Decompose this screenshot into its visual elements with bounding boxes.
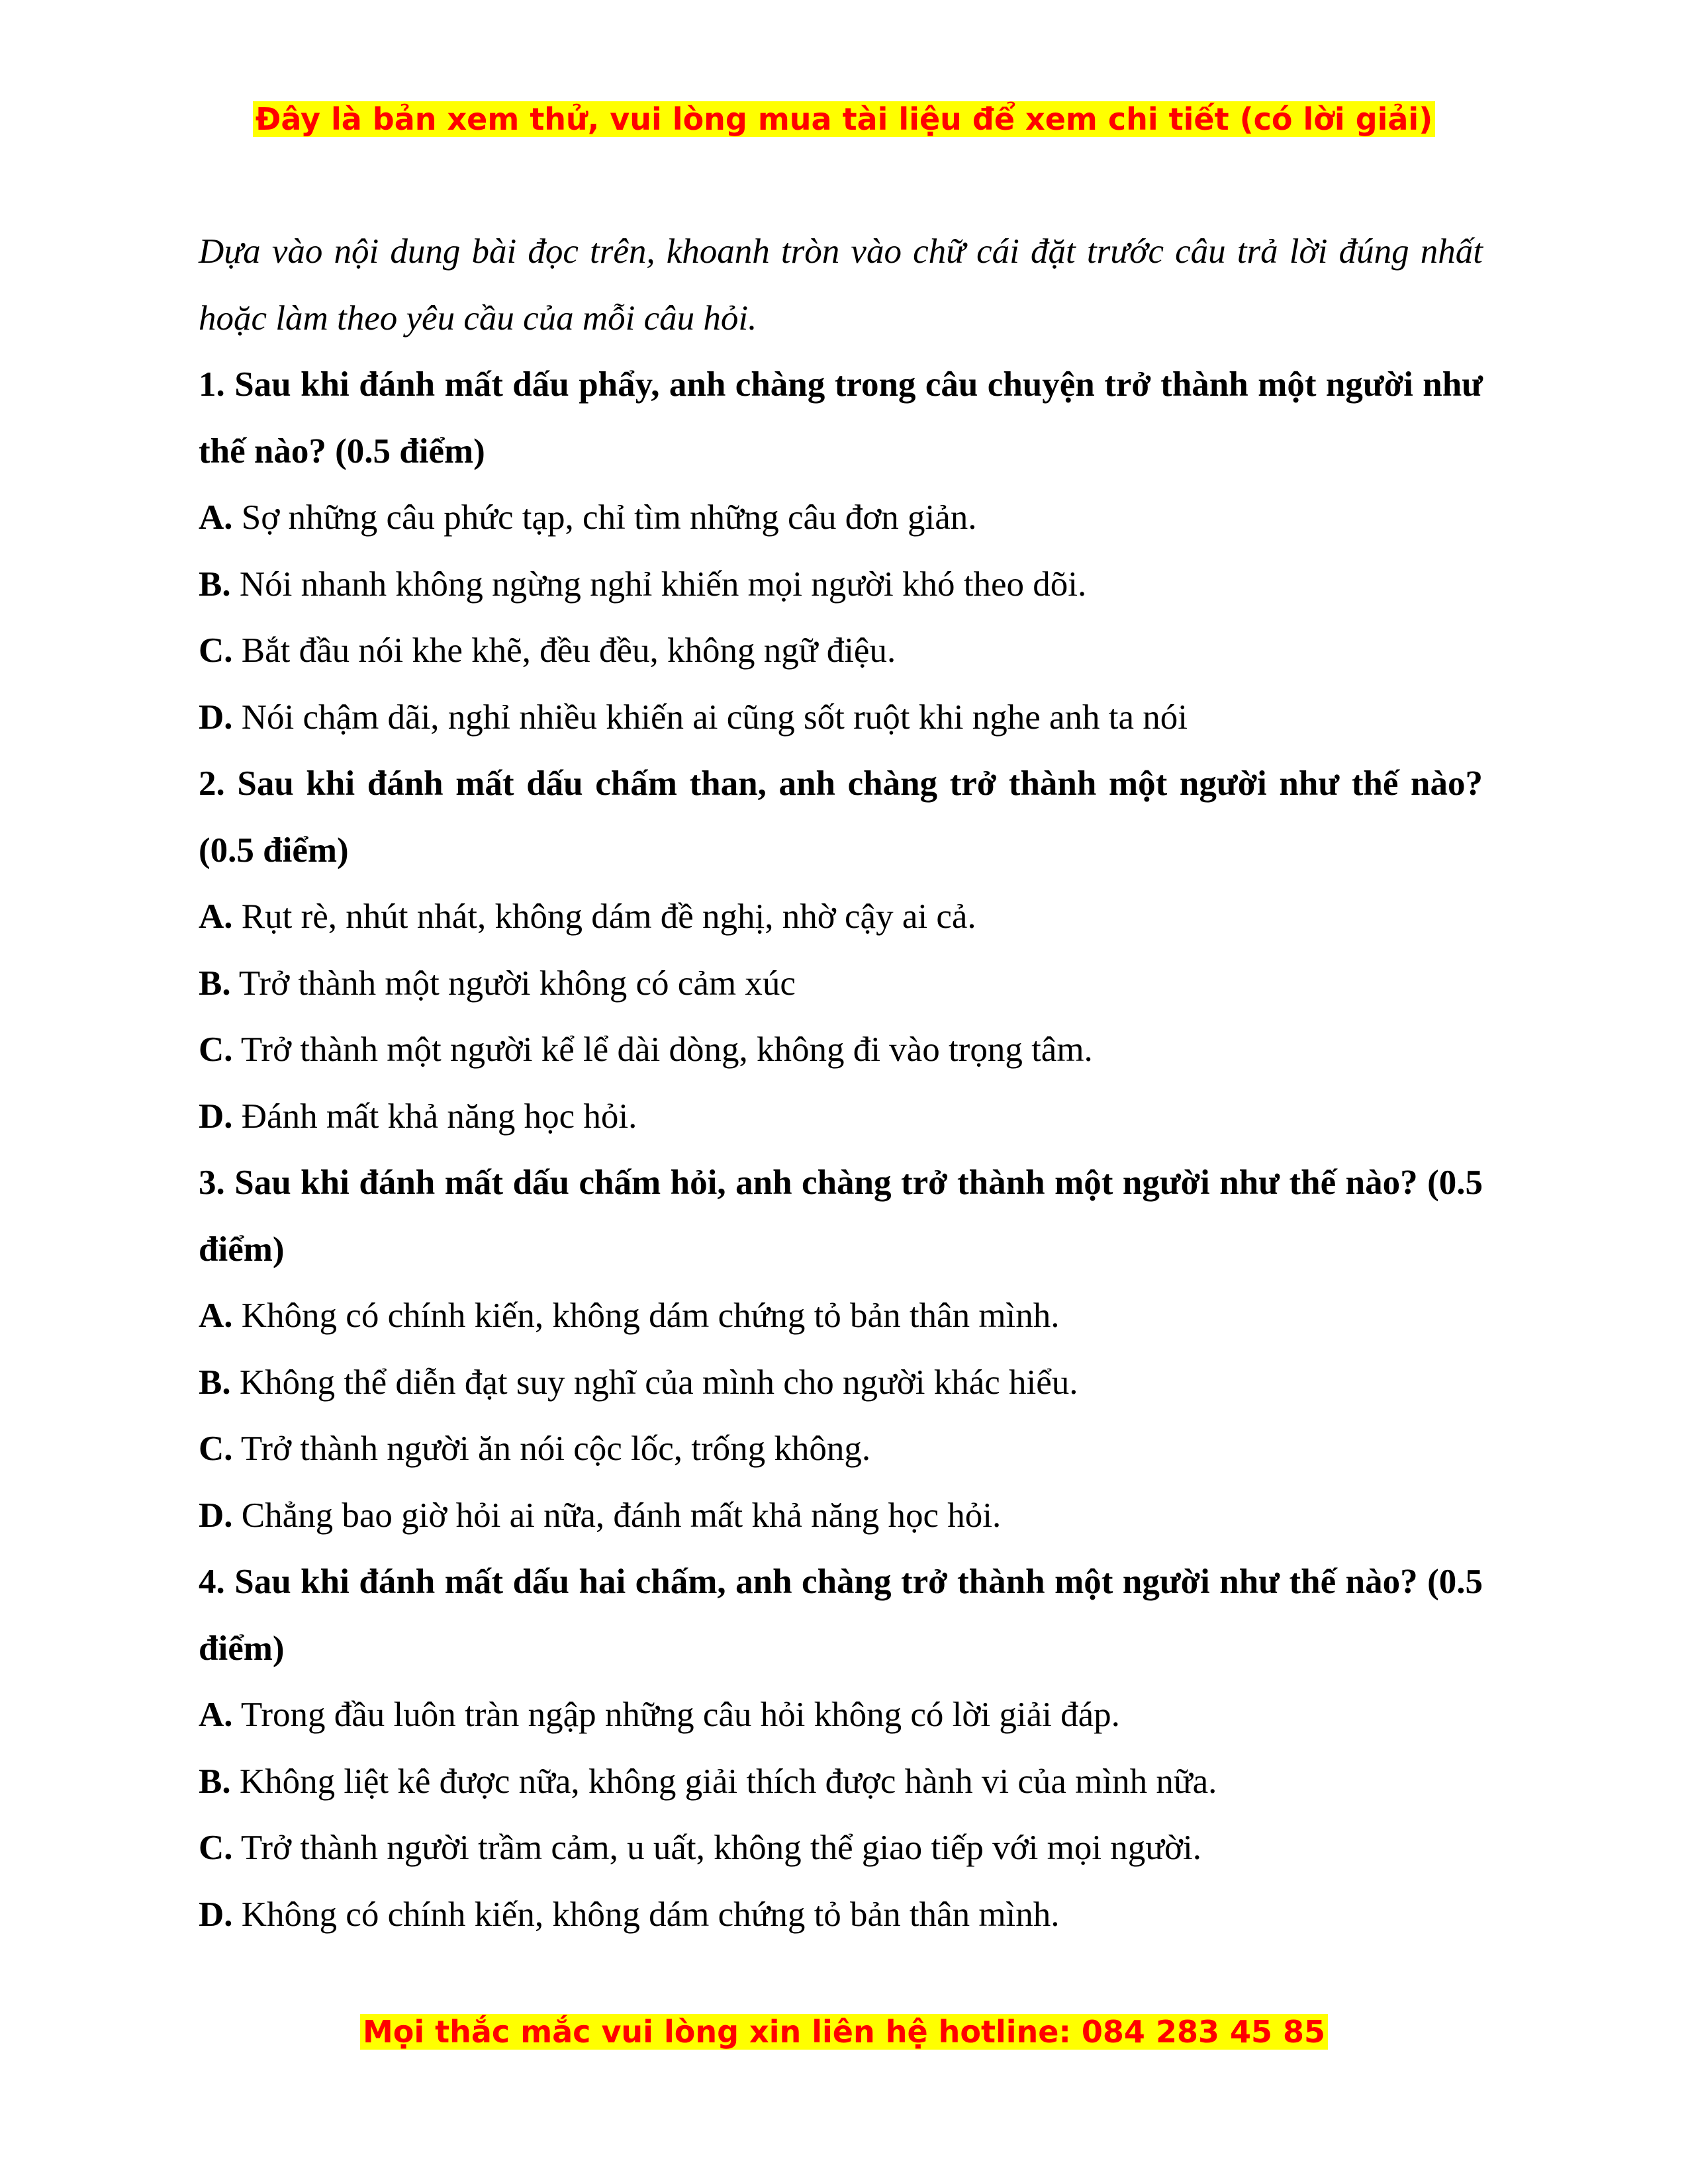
question-3-option-d xyxy=(199,1482,1483,1549)
option-text: Không có chính kiến, không dám chứng tỏ bản thân mình. xyxy=(232,1297,1060,1335)
option-letter: C. xyxy=(199,631,233,670)
option-letter: D. xyxy=(199,698,233,737)
option-text: Nói chậm dãi, nghỉ nhiều khiến ai cũng sốt ruột khi nghe anh ta nói xyxy=(232,698,1188,737)
question-2: 2. Sau khi đánh mất dấu chấm than, anh chàng trở thành một người như thế nào? (0.5 điểm) xyxy=(199,764,1483,870)
option-letter: D. xyxy=(199,1097,233,1136)
option-text: Không thể diễn đạt suy nghĩ của mình cho người khác hiểu. xyxy=(230,1363,1078,1402)
option-letter: B. xyxy=(199,964,231,1003)
option-text: Trở thành một người kể lể dài dòng, không đi vào trọng tâm. xyxy=(232,1030,1093,1069)
hotline-notice-banner xyxy=(0,2012,1688,2052)
option-text: Trở thành người trầm cảm, u uất, không thể giao tiếp với mọi người. xyxy=(232,1829,1202,1867)
question-3-option-b xyxy=(199,1349,1483,1416)
document-content xyxy=(199,218,1483,1948)
option-text: Chẳng bao giờ hỏi ai nữa, đánh mất khả năng học hỏi. xyxy=(232,1496,1002,1535)
question-1-option-c xyxy=(199,617,1483,684)
option-letter: D. xyxy=(199,1496,233,1535)
question-4: 4. Sau khi đánh mất dấu hai chấm, anh chàng trở thành một người như thế nào? (0.5 điểm) xyxy=(199,1563,1483,1668)
option-letter: A. xyxy=(199,1297,233,1335)
question-2-option-d xyxy=(199,1083,1483,1150)
preview-notice-banner xyxy=(0,99,1688,139)
option-text: Không có chính kiến, không dám chứng tỏ bản thân mình. xyxy=(232,1895,1060,1934)
question-2-option-b xyxy=(199,950,1483,1017)
question-1: 1. Sau khi đánh mất dấu phẩy, anh chàng trong câu chuyện trở thành một người như thế nào? (0.5 điểm) xyxy=(199,365,1483,471)
option-letter: C. xyxy=(199,1430,233,1468)
question-3-option-c xyxy=(199,1416,1483,1482)
option-text: Rụt rè, nhút nhát, không dám đề nghị, nhờ cậy ai cả. xyxy=(232,897,976,936)
option-text: Sợ những câu phức tạp, chỉ tìm những câu đơn giản. xyxy=(232,498,977,537)
hotline-notice-text: Mọi thắc mắc vui lòng xin liên hệ hotline: 084 283 45 85 xyxy=(360,2014,1328,2050)
option-letter: A. xyxy=(199,1696,233,1734)
option-text: Trở thành một người không có cảm xúc xyxy=(230,964,796,1003)
option-text: Trong đầu luôn tràn ngập những câu hỏi không có lời giải đáp. xyxy=(232,1696,1120,1734)
option-letter: C. xyxy=(199,1030,233,1069)
preview-notice-text: Đây là bản xem thử, vui lòng mua tài liệu để xem chi tiết (có lời giải) xyxy=(253,101,1435,137)
question-4-option-c xyxy=(199,1815,1483,1882)
question-2-option-a xyxy=(199,884,1483,950)
option-text: Bắt đầu nói khe khẽ, đều đều, không ngữ điệu. xyxy=(232,631,896,670)
option-letter: A. xyxy=(199,897,233,936)
question-4-option-d xyxy=(199,1882,1483,1948)
option-text: Không liệt kê được nữa, không giải thích được hành vi của mình nữa. xyxy=(230,1762,1217,1801)
option-text: Trở thành người ăn nói cộc lốc, trống không. xyxy=(232,1430,871,1468)
option-letter: B. xyxy=(199,565,231,604)
question-2-option-c xyxy=(199,1017,1483,1083)
question-3-option-a xyxy=(199,1283,1483,1349)
question-4-option-a xyxy=(199,1682,1483,1749)
option-letter: D. xyxy=(199,1895,233,1934)
option-text: Nói nhanh không ngừng nghỉ khiến mọi người khó theo dõi. xyxy=(230,565,1087,604)
option-letter: B. xyxy=(199,1363,231,1402)
option-text: Đánh mất khả năng học hỏi. xyxy=(232,1097,637,1136)
question-1-option-a xyxy=(199,484,1483,551)
option-letter: C. xyxy=(199,1829,233,1867)
instructions-text: Dựa vào nội dung bài đọc trên, khoanh tròn vào chữ cái đặt trước câu trả lời đúng nhất hoặc làm theo yêu cầu của mỗi câu hỏi. xyxy=(199,232,1483,338)
question-3: 3. Sau khi đánh mất dấu chấm hỏi, anh chàng trở thành một người như thế nào? (0.5 điểm) xyxy=(199,1163,1483,1269)
question-4-option-b xyxy=(199,1749,1483,1815)
option-letter: A. xyxy=(199,498,233,537)
option-letter: B. xyxy=(199,1762,231,1801)
question-1-option-b xyxy=(199,551,1483,618)
question-1-option-d xyxy=(199,684,1483,751)
